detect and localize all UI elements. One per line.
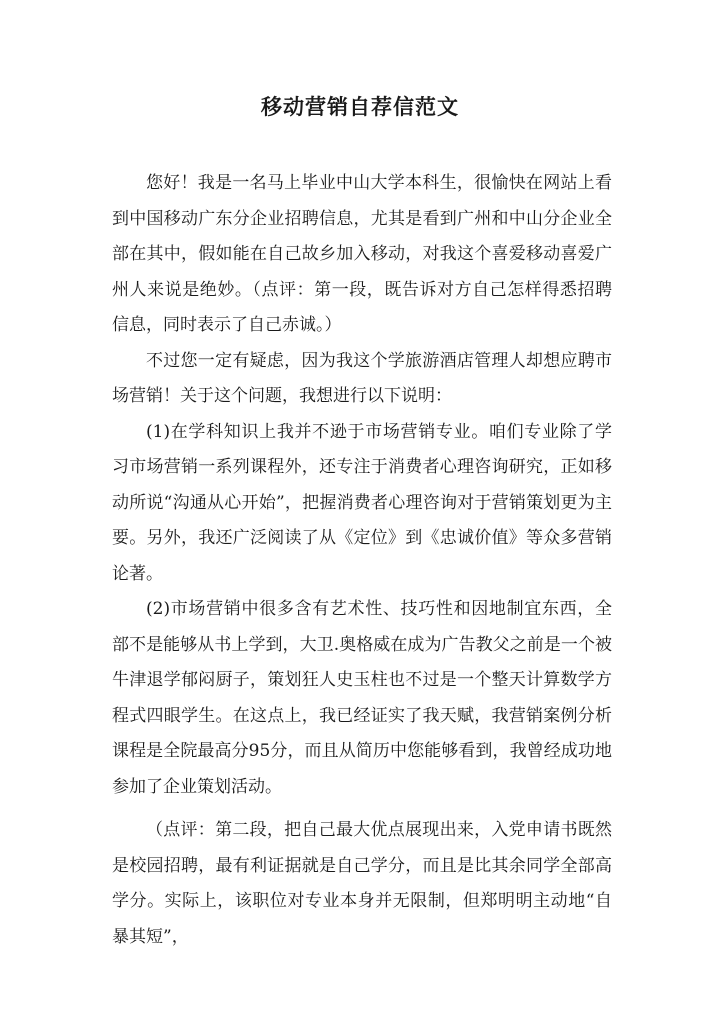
document-body: [112, 166, 612, 955]
paragraph-greeting: 您好！我是一名马上毕业中山大学本科生，很愉快在网站上看到中国移动广东分企业招聘信息，尤其是看到广州和中山分企业全部在其中，假如能在自己故乡加入移动，对我这个喜爱移动喜爱广州人来说是绝妙。（点评：第一段，既告诉对方自己怎样得悉招聘信息，同时表示了自己赤诚。）: [112, 173, 612, 335]
document-title: 移动营销自荐信范文: [261, 94, 459, 119]
paragraph-point-1: (1)在学科知识上我并不逊于市场营销专业。咱们专业除了学习市场营销一系列课程外，还专注于消费者心理咨询研究，正如移动所说“沟通从心开始”，把握消费者心理咨询对于营销策划更为主要。另外，我还广泛阅读了从《定位》到《忠诚价值》等众多营销论著。: [112, 421, 612, 584]
paragraph-point-2: (2)市场营销中很多含有艺术性、技巧性和因地制宜东西，全部不是能够从书上学到，大卫.奥格威在成为广告教父之前是一个被牛津退学郁闷厨子，策划狂人史玉柱也不过是一个整天计算数学方程式四眼学生。在这点上，我已经证实了我天赋，我营销案例分析课程是全院最高分95分，而且从简历中您能够看到，我曾经成功地参加了企业策划活动。: [112, 599, 612, 797]
paragraph-review: （点评：第二段，把自己最大优点展现出来，入党申请书既然是校园招聘，最有利证据就是自己学分，而且是比其余同学全部高学分。实际上，该职位对专业本身并无限制，但郑明明主动地“自暴其短”，: [112, 820, 612, 947]
paragraph-question: 不过您一定有疑虑，因为我这个学旅游酒店管理人却想应聘市场营销！关于这个问题，我想进行以下说明：: [112, 350, 612, 406]
